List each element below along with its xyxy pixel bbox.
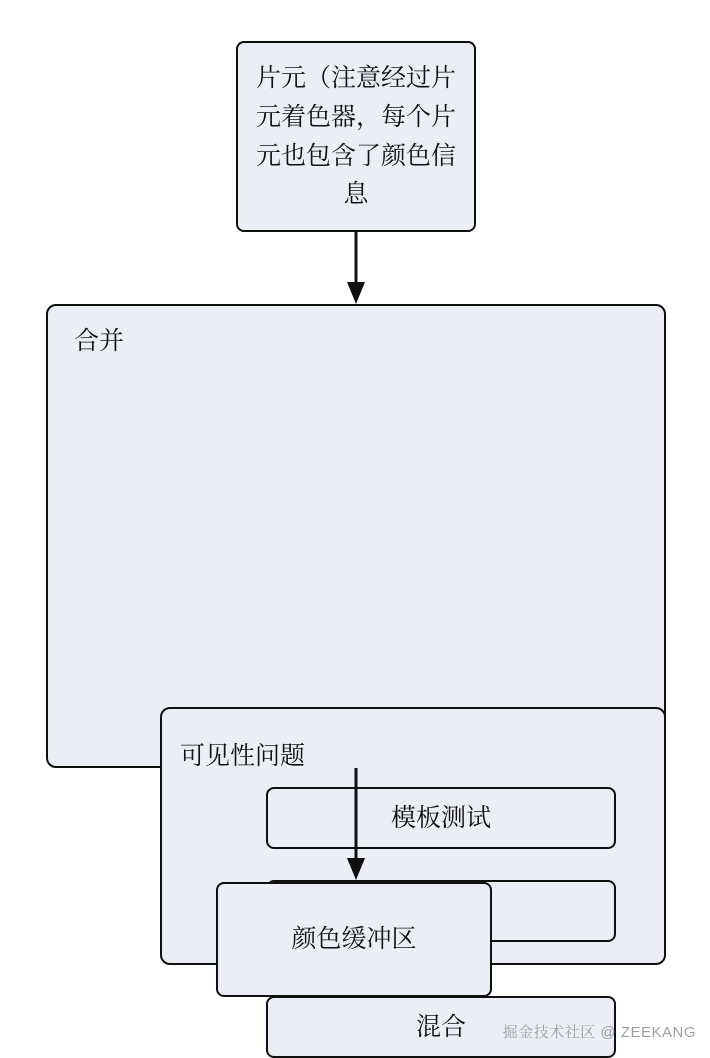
node-visibility-label: 可见性问题 xyxy=(180,742,306,770)
node-color-buffer-label: 颜色缓冲区 xyxy=(291,925,417,954)
arrow-fragment-to-merge xyxy=(340,232,372,306)
node-fragment xyxy=(236,41,476,232)
node-stencil-test-label: 模板测试 xyxy=(390,803,491,832)
node-fragment-label: 片元（注意经过片元着色器，每个片元也包含了颜色信息 xyxy=(256,64,457,209)
node-blend-label: 混合 xyxy=(415,1012,466,1041)
node-stencil-test xyxy=(266,787,616,849)
node-color-buffer xyxy=(216,882,492,997)
arrow-merge-to-colorbuffer xyxy=(340,768,372,882)
node-merge-label: 合并 xyxy=(74,327,125,355)
watermark: 掘金技术社区 @ ZEEKANG xyxy=(502,1024,696,1041)
